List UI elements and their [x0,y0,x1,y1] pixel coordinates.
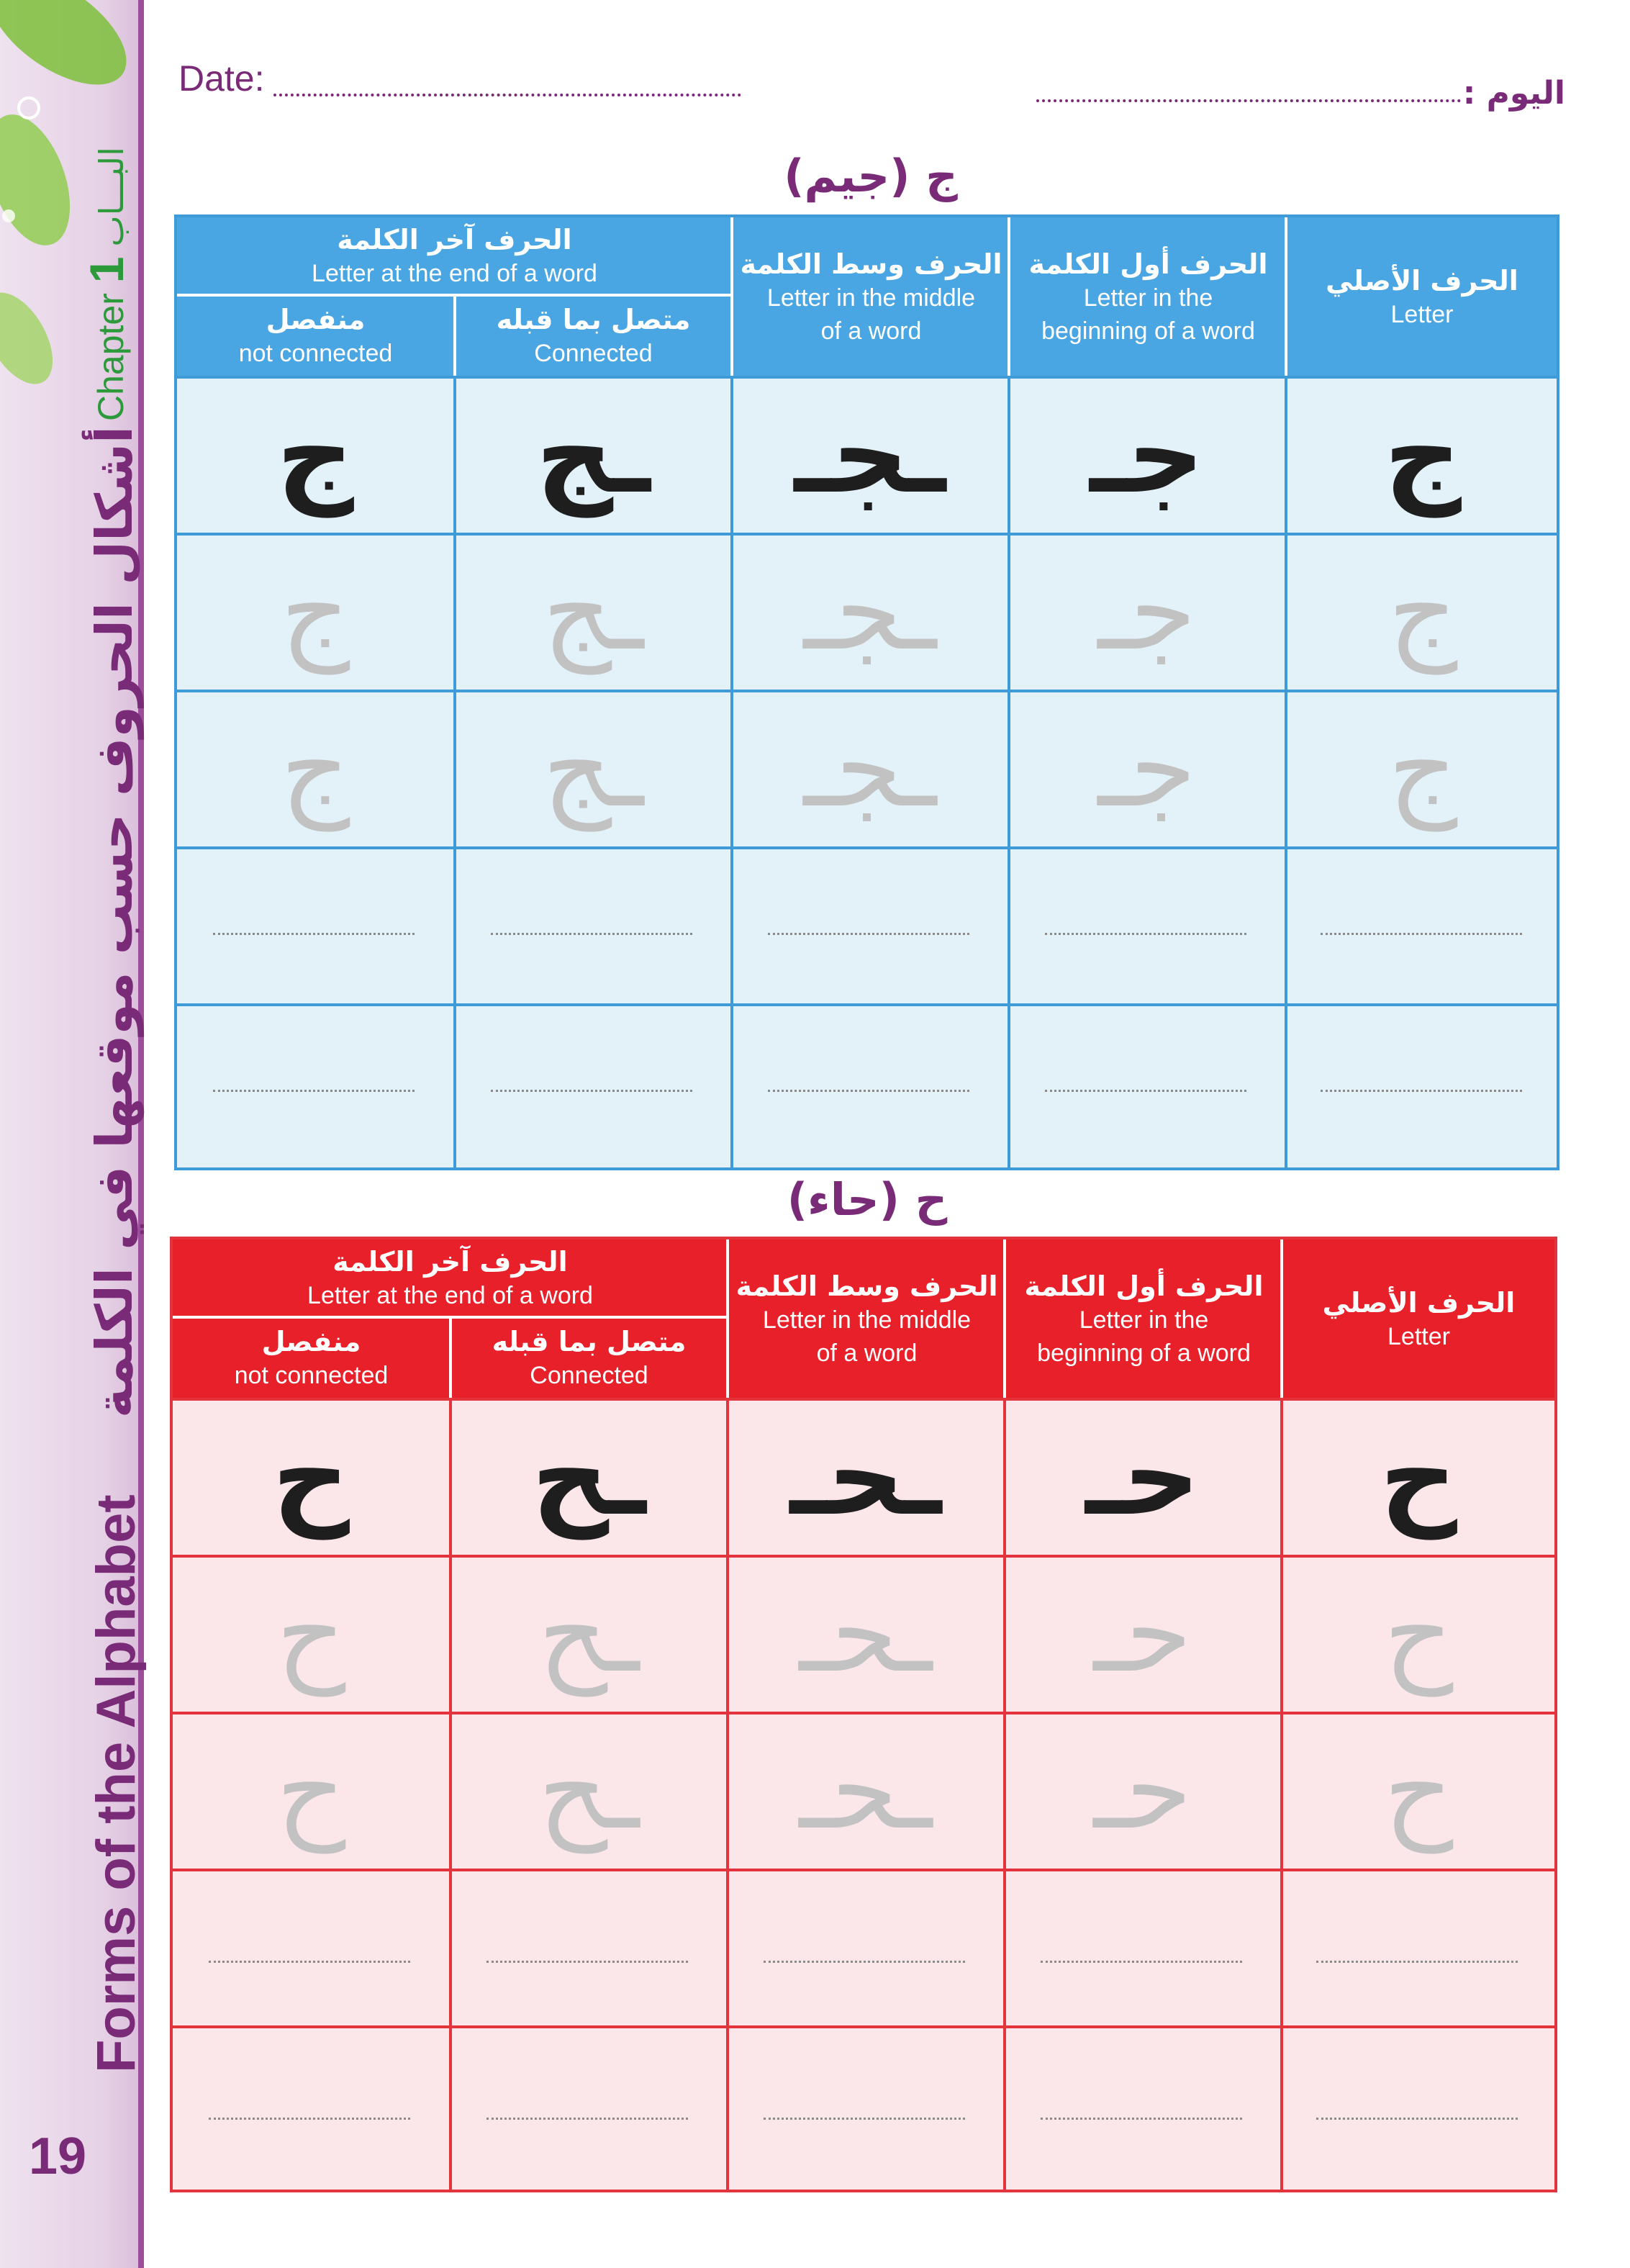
header-end [177,217,732,295]
trace-letter: ح [276,1571,346,1697]
writing-line[interactable] [764,2118,965,2120]
header-end-ar: الحرف آخر الكلمة [332,1246,568,1278]
header-middle-en-1: Letter in the middle [766,284,976,312]
trace-letter: ح [276,1728,346,1853]
letter-form-beginning: حـ [1085,1414,1200,1540]
header-beginning-en-2: beginning of a word [1041,317,1255,345]
header-divider [1285,217,1287,377]
trace-letter: ج [280,706,350,831]
trace-letter: ج [1387,549,1458,674]
trace-letter: ـحـ [799,1728,933,1853]
letter-form-original: ح [1379,1414,1458,1540]
trace-letter: ـح [538,1728,640,1853]
header-not-connected-en: not connected [234,1362,389,1389]
chapter-en: Chapter [91,293,131,421]
grid-line [173,1869,1554,1871]
writing-line[interactable] [486,1961,688,1963]
date-field[interactable] [273,94,741,96]
header-beginning [1010,217,1286,377]
letter-form-middle: ـحـ [789,1414,942,1540]
writing-line[interactable] [1321,1090,1522,1092]
writing-line[interactable] [1045,933,1246,935]
header-middle-en-1: Letter in the middle [762,1306,972,1334]
header-letter [1283,1239,1554,1399]
trace-letter: حـ [1093,1571,1192,1697]
header-beginning [1006,1239,1282,1399]
date-label: Date: [178,58,265,99]
writing-line[interactable] [486,2118,688,2120]
header-not-connected [173,1317,450,1399]
trace-letter: ـجـ [803,549,937,674]
trace-letter: جـ [1097,706,1197,831]
chapter-number: 1 [80,256,133,284]
header-end-en: Letter at the end of a word [312,260,597,287]
section-title-haa: ح (حاء) [787,1173,948,1226]
writing-line[interactable] [213,933,415,935]
chapter-label [79,147,134,421]
trace-letter: ح [1383,1571,1454,1697]
header-letter-ar: الحرف الأصلي [1322,1287,1516,1319]
header-middle-ar: الحرف وسط الكلمة [735,1270,998,1302]
header-connected-ar: متصل بما قبله [496,304,691,335]
letter-form-middle: ـجـ [794,392,946,518]
header-not-connected-ar: منفصل [266,304,366,335]
header-divider [173,1316,728,1319]
trace-letter: ـجـ [803,706,937,831]
writing-line[interactable] [1041,2118,1242,2120]
header-connected [455,295,732,377]
letter-form-not-connected: ح [271,1414,350,1540]
header-divider [1008,217,1010,377]
header-divider [730,217,733,377]
header-connected-en: Connected [530,1362,648,1389]
header-middle [733,217,1009,377]
writing-line[interactable] [768,1090,969,1092]
header-middle-ar: الحرف وسط الكلمة [740,248,1002,280]
header-divider [453,295,456,377]
header-letter-ar: الحرف الأصلي [1326,265,1518,297]
trace-letter: حـ [1093,1728,1192,1853]
letter-form-connected: ـح [531,1414,646,1540]
header-divider [177,294,732,297]
trace-letter: ـج [542,706,644,831]
header-divider [726,1239,729,1399]
trace-letter: ـح [538,1571,640,1697]
header-divider [449,1317,452,1399]
letter-form-original: ج [1383,392,1462,518]
header-connected-en: Connected [534,340,653,367]
trace-letter: ج [1387,706,1458,831]
header-not-connected [177,295,454,377]
header-middle-en-2: of a word [820,317,922,345]
day-field[interactable] [1036,99,1461,102]
header-not-connected-en: not connected [238,340,393,367]
writing-line[interactable] [213,1090,415,1092]
writing-line[interactable] [1321,933,1522,935]
header-beginning-ar: الحرف أول الكلمة [1024,1270,1264,1302]
header-connected [450,1317,728,1399]
writing-line[interactable] [491,1090,692,1092]
letter-form-not-connected: ج [276,392,355,518]
header-beginning-en-1: Letter in the [1083,284,1213,312]
header-middle-en-2: of a word [816,1339,918,1367]
writing-line[interactable] [1316,2118,1518,2120]
header-connected-ar: متصل بما قبله [492,1326,687,1357]
sidebar-title-en: Forms of the Alphabet [86,1494,147,2073]
header-end-ar: الحرف آخر الكلمة [337,224,572,256]
writing-line[interactable] [491,933,692,935]
header-letter-en: Letter [1390,301,1454,328]
letter-form-beginning: جـ [1090,392,1205,518]
section-title-jeem: ج (جيم) [784,150,958,202]
page-number: 19 [29,2128,87,2185]
trace-letter: جـ [1097,549,1197,674]
header-letter-en: Letter [1387,1323,1450,1350]
trace-letter: ج [280,549,350,674]
writing-line[interactable] [768,933,969,935]
header-divider [1003,1239,1006,1399]
header-end-en: Letter at the end of a word [307,1282,593,1309]
writing-line[interactable] [1316,1961,1518,1963]
header-end [173,1239,728,1317]
letter-form-connected: ـج [535,392,651,518]
header-middle [729,1239,1005,1399]
header-divider [1280,1239,1283,1399]
trace-letter: ح [1383,1728,1454,1853]
header-beginning-ar: الحرف أول الكلمة [1028,248,1268,280]
trace-letter: ـج [542,549,644,674]
day-label: اليوم : [1462,75,1565,112]
chapter-ar: البـــاب [93,147,130,247]
writing-line[interactable] [1045,1090,1246,1092]
grid-line [173,2025,1554,2028]
writing-line[interactable] [764,1961,965,1963]
writing-line[interactable] [209,2118,410,2120]
header-not-connected-ar: منفصل [261,1326,361,1357]
writing-line[interactable] [1041,1961,1242,1963]
trace-letter: ـحـ [799,1571,933,1697]
grid-line [177,846,1557,849]
grid-line [177,1003,1557,1006]
header-beginning-en-1: Letter in the [1079,1306,1209,1334]
writing-line[interactable] [209,1961,410,1963]
sidebar-title-ar: أشكال الحروف حسب موقعها في الكلمة [85,426,144,1418]
header-beginning-en-2: beginning of a word [1037,1339,1251,1367]
header-letter [1287,217,1557,377]
